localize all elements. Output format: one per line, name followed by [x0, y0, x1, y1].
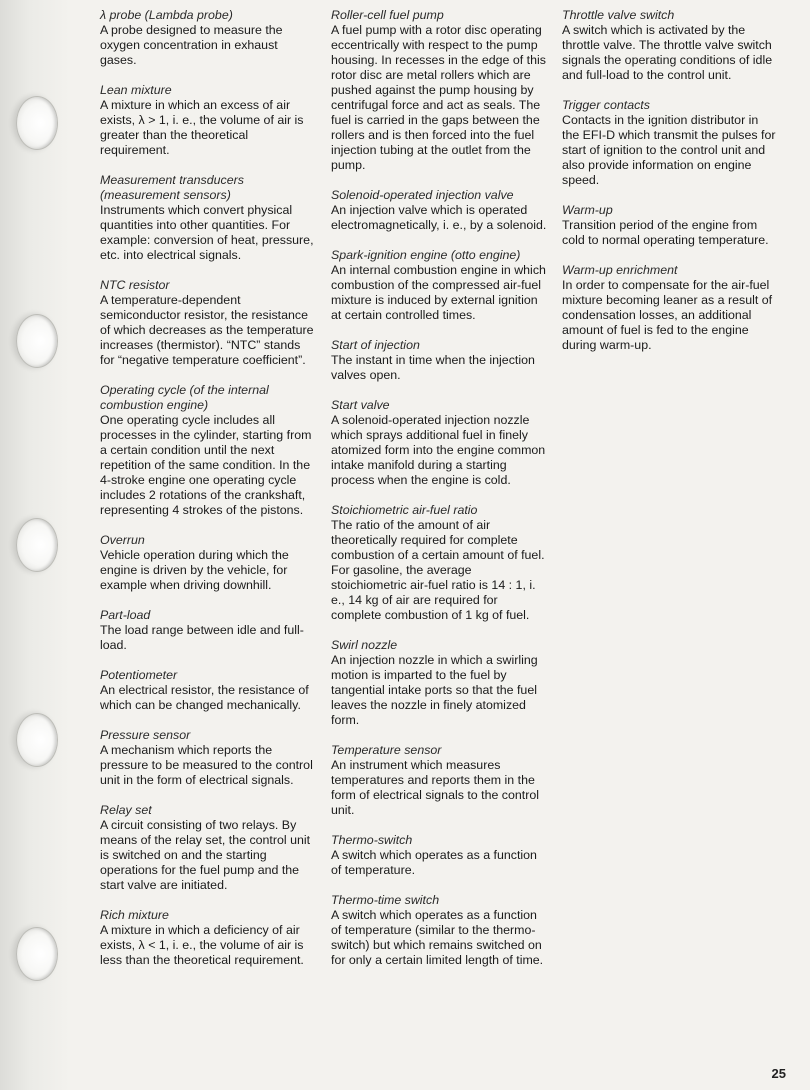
glossary-term: Overrun	[100, 533, 145, 547]
glossary-term: Roller-cell fuel pump	[331, 8, 444, 22]
glossary-term: Stoichiometric air-fuel ratio	[331, 503, 478, 517]
glossary-definition: An injection nozzle in which a swirling motion is imparted to the fuel by tangential intake ports so that the fuel leaves the nozzle in finely atomized form.	[331, 653, 538, 727]
glossary-term: NTC resistor	[100, 278, 170, 292]
glossary-term: Rich mixture	[100, 908, 169, 922]
glossary-term: Thermo-switch	[331, 833, 413, 847]
glossary-definition: A switch which is activated by the throttle valve. The throttle valve switch signals the operating conditions of idle and full-load to the control unit.	[562, 23, 773, 82]
glossary-definition: The load range between idle and full-load.	[100, 623, 304, 652]
glossary-definition: A fuel pump with a rotor disc operating eccentrically with respect to the pump housing. In recesses in the edge of this rotor disc are metal rollers which are pushed against the pump housing by centrifugal force and act as seals. The fuel is carried in the gaps between the rollers and is then forced into the fuel injection tubing at the outlet from the pump.	[331, 23, 546, 172]
glossary-definition: The ratio of the amount of air theoretically required for complete combustion of a certain amount of fuel. For gasoline, the average stoichiometric air-fuel ratio is 14 : 1, i. e., 14 kg of air are required for complete combustion of 1 kg of fuel.	[331, 518, 545, 622]
glossary-definition: A temperature-dependent semiconductor resistor, the resistance of which decreases as the temperature increases (thermistor). “NTC” stands for “negative temperature coefficient”.	[100, 293, 314, 367]
glossary-entry	[331, 398, 547, 488]
glossary-definition: In order to compensate for the air-fuel mixture becoming leaner as a result of condensation losses, an additional amount of fuel is fed to the engine during warm-up.	[562, 278, 773, 352]
glossary-term: Part-load	[100, 608, 151, 622]
glossary-column-1	[100, 8, 316, 983]
glossary-entry	[100, 383, 316, 518]
binder-hole	[16, 96, 58, 150]
glossary-definition: An internal combustion engine in which combustion of the compressed air-fuel mixture is induced by external ignition at certain controlled times.	[331, 263, 546, 322]
page-number: 25	[771, 1066, 786, 1081]
glossary-term: Solenoid-operated injection valve	[331, 188, 514, 202]
glossary-entry	[331, 638, 547, 728]
glossary-definition: A probe designed to measure the oxygen concentration in exhaust gases.	[100, 23, 283, 67]
glossary-definition: Contacts in the ignition distributor in the EFI-D which transmit the pulses for start of ignition to the control unit and also provide information on engine speed.	[562, 113, 776, 187]
glossary-entry	[100, 8, 316, 68]
glossary-term: λ probe (Lambda probe)	[100, 8, 233, 22]
binder-hole	[16, 314, 58, 368]
glossary-entry	[100, 608, 316, 653]
glossary-definition: A mixture in which an excess of air exists, λ > 1, i. e., the volume of air is greater than the theoretical requirement.	[100, 98, 304, 157]
glossary-entry	[100, 908, 316, 968]
glossary-entry	[100, 278, 316, 368]
glossary-term: Potentiometer	[100, 668, 178, 682]
glossary-term: Operating cycle (of the internal combustion engine)	[100, 383, 269, 412]
glossary-definition: An injection valve which is operated electromagnetically, i. e., by a solenoid.	[331, 203, 547, 232]
binder-hole	[16, 518, 58, 572]
glossary-term: Warm-up	[562, 203, 613, 217]
glossary-entry	[331, 188, 547, 233]
glossary-entry	[100, 728, 316, 788]
glossary-entry	[562, 98, 778, 188]
glossary-entry	[331, 248, 547, 323]
glossary-term: Start of injection	[331, 338, 420, 352]
glossary-definition: A solenoid-operated injection nozzle which sprays additional fuel in finely atomized form into the engine common intake manifold during a starting process when the engine is cold.	[331, 413, 546, 487]
glossary-entry	[562, 203, 778, 248]
glossary-term: Trigger contacts	[562, 98, 650, 112]
glossary-definition: Transition period of the engine from cold to normal operating temperature.	[562, 218, 769, 247]
glossary-entry	[562, 8, 778, 83]
glossary-definition: Instruments which convert physical quantities into other quantities. For example: conversion of heat, pressure, etc. into electrical signals.	[100, 203, 314, 262]
glossary-entry	[331, 833, 547, 878]
glossary-definition: A switch which operates as a function of temperature (similar to the thermo-switch) but which remains switched on for only a certain limited length of time.	[331, 908, 544, 967]
glossary-entry	[331, 8, 547, 173]
glossary-entry	[331, 503, 547, 623]
glossary-entry	[100, 803, 316, 893]
glossary-term: Temperature sensor	[331, 743, 442, 757]
glossary-definition: An electrical resistor, the resistance of which can be changed mechanically.	[100, 683, 309, 712]
glossary-entry	[562, 263, 778, 353]
glossary-definition: A mechanism which reports the pressure to be measured to the control unit in the form of electrical signals.	[100, 743, 313, 787]
glossary-entry	[331, 743, 547, 818]
glossary-entry	[100, 83, 316, 158]
glossary-entry	[100, 533, 316, 593]
glossary-definition: Vehicle operation during which the engine is driven by the vehicle, for example when driving downhill.	[100, 548, 289, 592]
glossary-definition: The instant in time when the injection valves open.	[331, 353, 535, 382]
glossary-term: Swirl nozzle	[331, 638, 398, 652]
glossary-column-2	[331, 8, 547, 983]
glossary-term: Lean mixture	[100, 83, 172, 97]
glossary-definition: An instrument which measures temperatures and reports them in the form of electrical signals to the control unit.	[331, 758, 539, 817]
glossary-term: Throttle valve switch	[562, 8, 675, 22]
glossary-column-3	[562, 8, 778, 368]
glossary-term: Spark-ignition engine (otto engine)	[331, 248, 521, 262]
glossary-term: Warm-up enrichment	[562, 263, 678, 277]
glossary-definition: One operating cycle includes all processes in the cylinder, starting from a certain condition until the next repetition of the same condition. In the 4-stroke engine one operating cycle includes 2 rotations of the crankshaft, representing 4 strokes of the pistons.	[100, 413, 312, 517]
glossary-entry	[100, 668, 316, 713]
glossary-definition: A switch which operates as a function of temperature.	[331, 848, 537, 877]
glossary-entry	[331, 338, 547, 383]
glossary-term: Relay set	[100, 803, 152, 817]
glossary-term: Measurement transducers (measurement sensors)	[100, 173, 244, 202]
glossary-entry	[331, 893, 547, 968]
glossary-term: Thermo-time switch	[331, 893, 440, 907]
glossary-definition: A circuit consisting of two relays. By means of the relay set, the control unit is switched on and the starting operations for the fuel pump and the start valve are initiated.	[100, 818, 311, 892]
binder-hole	[16, 927, 58, 981]
glossary-term: Pressure sensor	[100, 728, 191, 742]
glossary-term: Start valve	[331, 398, 390, 412]
glossary-entry	[100, 173, 316, 263]
binder-hole	[16, 713, 58, 767]
glossary-definition: A mixture in which a deficiency of air exists, λ < 1, i. e., the volume of air is less than the theoretical requirement.	[100, 923, 304, 967]
